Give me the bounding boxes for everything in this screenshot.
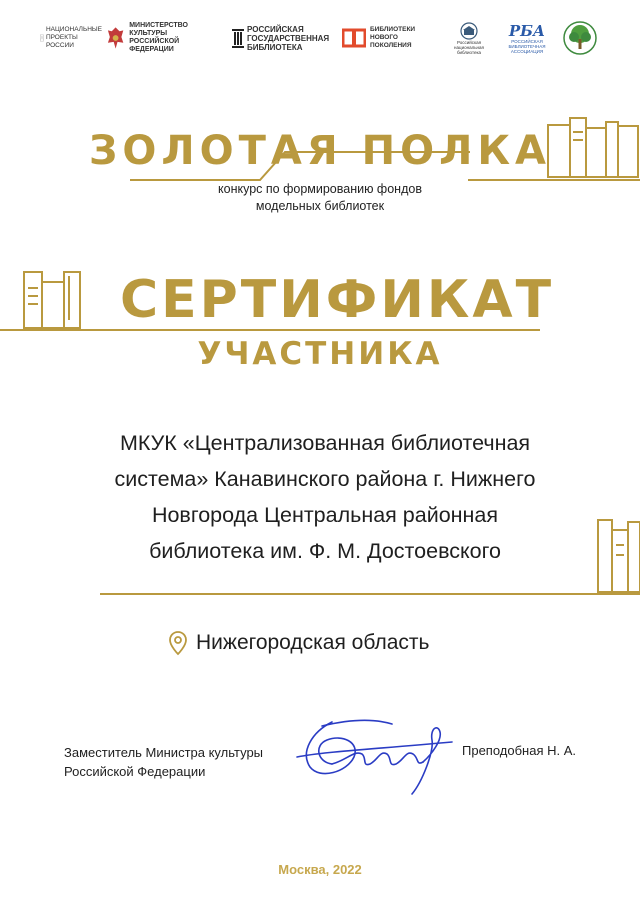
left-book-2 xyxy=(42,282,64,328)
rba-abbr: РБА xyxy=(508,21,546,40)
ministry-culture-logo: МИНИСТЕРСТВО КУЛЬТУРЫ РОССИЙСКОЙ ФЕДЕРАЦИИ xyxy=(106,14,224,62)
signatory-name: Преподобная Н. А. xyxy=(462,743,577,758)
right-book-1 xyxy=(598,520,612,592)
certificate-title: СЕРТИФИКАТ xyxy=(120,270,555,330)
new-generation-library-logo: БИБЛИОТЕКИ НОВОГО ПОКОЛЕНИЯ xyxy=(342,14,424,62)
contest-subtitle: конкурс по формированию фондов модельных библиотек xyxy=(218,182,422,213)
right-book-3 xyxy=(628,522,640,592)
signatory-role: Заместитель Министра культуры Российской Федерации xyxy=(64,745,264,779)
location-pin-icon xyxy=(168,630,188,656)
left-book-1 xyxy=(24,272,42,328)
recipient-organization: МКУК «Централизованная библиотечная система» Канавинского района г. Нижнего Новгорода Центральная районная библиотека им. Ф. М. Достоевского xyxy=(114,431,536,563)
certificate-subtitle: УЧАСТНИКА xyxy=(197,336,443,372)
left-book-3 xyxy=(64,272,80,328)
region xyxy=(168,628,429,658)
region-name: Нижегородская область xyxy=(196,631,430,654)
place-and-year: Москва, 2022 xyxy=(278,862,362,877)
right-book-2 xyxy=(612,530,628,592)
rnb-logo: Российская национальная библиотека xyxy=(438,14,500,62)
handwritten-signature xyxy=(292,712,462,802)
contest-title: ЗОЛОТАЯ ПОЛКА xyxy=(89,128,551,174)
rgb-logo: РОССИЙСКАЯ ГОСУДАРСТВЕННАЯ БИБЛИОТЕКА xyxy=(232,14,332,62)
national-projects-logo: НАЦИОНАЛЬНЫЕ ПРОЕКТЫ РОССИИ xyxy=(40,14,102,62)
rba-logo: РБА РОССИЙСКАЯ БИБЛИОТЕЧНАЯ АССОЦИАЦИЯ xyxy=(508,21,546,54)
